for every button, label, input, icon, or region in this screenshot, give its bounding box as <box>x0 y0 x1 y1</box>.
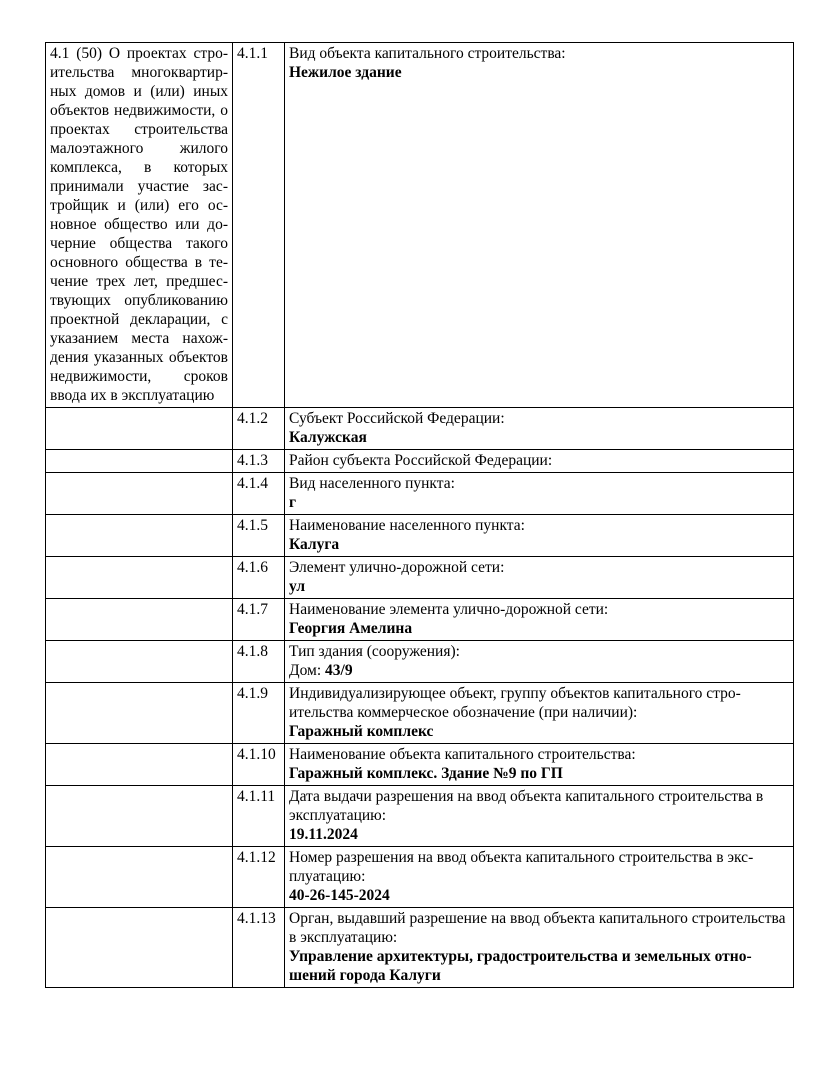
row-code: 4.1.1 <box>233 43 285 408</box>
field-label: Наименование населенного пункта: <box>289 517 525 534</box>
field-value: Управление архитектуры, градостроительства и земельных отношений города Калуги <box>289 948 752 984</box>
row-code: 4.1.4 <box>233 473 285 515</box>
field-label: Субъект Российской Федерации: <box>289 410 505 427</box>
content-cell <box>285 641 794 683</box>
field-label: Наименование объекта капитального строительства: <box>289 746 636 763</box>
content-cell <box>285 43 794 408</box>
field-value: Нежилое здание <box>289 64 402 81</box>
field-value: Гаражный комплекс. Здание №9 по ГП <box>289 765 563 782</box>
field-label: Номер разрешения на ввод объекта капитального строительства в эксплуатацию: <box>289 849 754 885</box>
table-row <box>46 408 794 450</box>
row-code: 4.1.2 <box>233 408 285 450</box>
content-cell <box>285 599 794 641</box>
empty-cell <box>46 683 233 744</box>
content-cell <box>285 557 794 599</box>
field-value: Калуга <box>289 536 340 553</box>
row-code: 4.1.8 <box>233 641 285 683</box>
empty-cell <box>46 450 233 473</box>
row-code: 4.1.6 <box>233 557 285 599</box>
content-cell <box>285 908 794 988</box>
field-label: Элемент улично-дорожной сети: <box>289 559 505 576</box>
table-row <box>46 641 794 683</box>
row-code: 4.1.3 <box>233 450 285 473</box>
field-value: г <box>289 494 297 511</box>
field-label: Вид объекта капитального строительства: <box>289 45 566 62</box>
table-row <box>46 847 794 908</box>
table-row <box>46 744 794 786</box>
field-label: Орган, выдавший разрешение на ввод объекта капитального строительства в эксплуатацию: <box>289 910 786 946</box>
field-value: 43/9 <box>325 662 353 679</box>
declaration-table <box>45 42 794 988</box>
field-label: Наименование элемента улично-дорожной сети: <box>289 601 609 618</box>
row-code: 4.1.12 <box>233 847 285 908</box>
content-cell <box>285 786 794 847</box>
table-row <box>46 557 794 599</box>
field-label: Дата выдачи разрешения на ввод объекта капитального строительства в эксплуатацию: <box>289 788 764 824</box>
field-value: 40-26-145-2024 <box>289 887 390 904</box>
row-code: 4.1.7 <box>233 599 285 641</box>
table-row <box>46 473 794 515</box>
empty-cell <box>46 473 233 515</box>
field-value: Калужская <box>289 429 367 446</box>
table-row <box>46 43 794 408</box>
field-label: Вид населенного пункта: <box>289 475 455 492</box>
empty-cell <box>46 786 233 847</box>
field-label: Район субъекта Российской Федерации: <box>289 452 553 469</box>
field-label: Индивидуализирующее объект, группу объектов капитального строительства коммерческое обозначение (при наличии): <box>289 685 741 721</box>
empty-cell <box>46 408 233 450</box>
table-row <box>46 515 794 557</box>
content-cell <box>285 847 794 908</box>
content-cell <box>285 683 794 744</box>
empty-cell <box>46 599 233 641</box>
empty-cell <box>46 515 233 557</box>
table-row <box>46 599 794 641</box>
empty-cell <box>46 557 233 599</box>
row-code: 4.1.11 <box>233 786 285 847</box>
row-code: 4.1.5 <box>233 515 285 557</box>
table-row <box>46 450 794 473</box>
table-row <box>46 786 794 847</box>
row-code: 4.1.9 <box>233 683 285 744</box>
content-cell <box>285 744 794 786</box>
empty-cell <box>46 641 233 683</box>
section-description: 4.1 (50) О проектах строительства многоквартирных домов и (или) иных объектов недвижимости, о проектах строительства малоэтажного жилого комплекса, в которых принимали участие застройщик и (или) его основное общество или дочерние общества такого основного общества в течение трех лет, предшествующих опубликованию проектной декларации, с указанием места нахождения указанных объектов недвижимости, сроков ввода их в эксплуатацию <box>46 43 233 408</box>
field-value: Гаражный комплекс <box>289 723 434 740</box>
empty-cell <box>46 744 233 786</box>
content-cell <box>285 515 794 557</box>
row-code: 4.1.10 <box>233 744 285 786</box>
empty-cell <box>46 908 233 988</box>
field-value: Георгия Амелина <box>289 620 413 637</box>
content-cell <box>285 473 794 515</box>
content-cell <box>285 450 794 473</box>
row-code: 4.1.13 <box>233 908 285 988</box>
value-prefix: Дом: <box>289 662 326 679</box>
field-value: 19.11.2024 <box>289 826 358 843</box>
empty-cell <box>46 847 233 908</box>
table-row <box>46 908 794 988</box>
field-label: Тип здания (сооружения): <box>289 643 460 660</box>
field-value: ул <box>289 578 306 595</box>
field-value-line <box>289 661 789 680</box>
table-row <box>46 683 794 744</box>
content-cell <box>285 408 794 450</box>
